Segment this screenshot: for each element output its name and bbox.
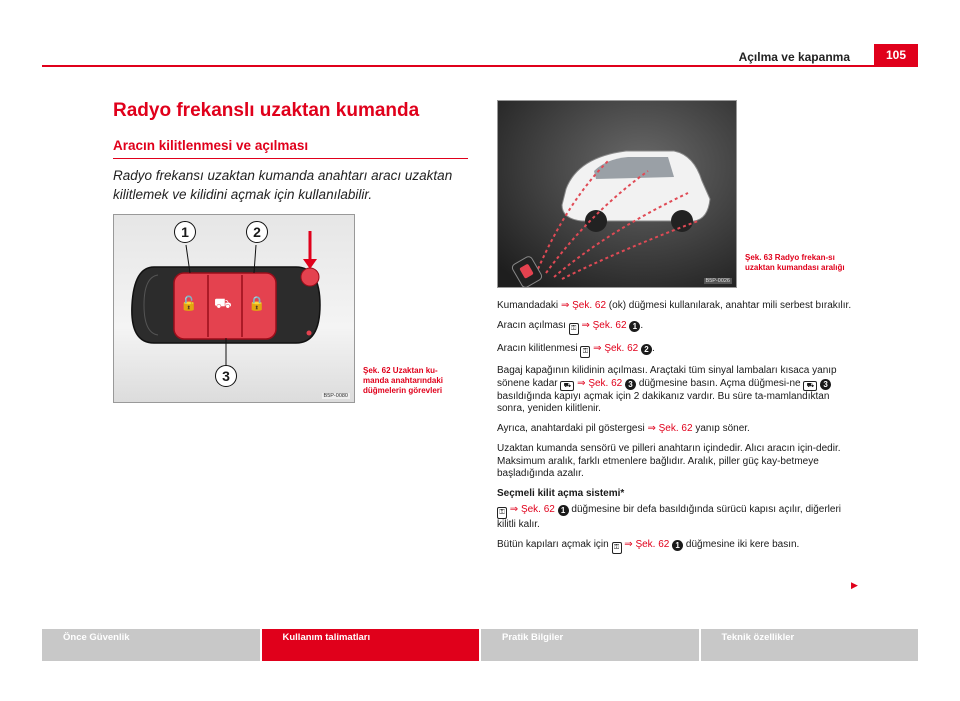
figure-62-key-fob <box>113 214 355 403</box>
callout-ref: 2 <box>641 344 652 355</box>
paragraph-trunk: Bagaj kapağının kilidinin açılması. Araçtaki tüm sinyal lambaları kısaca yanıp sönene kadar ⛟ ⇒ Şek. 62 3 düğmesine basın. Açma düğmesi-ne ⛟ 3 basıldığında kapıyı açmak için 2 dakikanız vardır. Bu süre ta-mamlandıktan sonra, yeniden kilitlenir. <box>497 365 837 414</box>
footer-nav <box>42 629 918 661</box>
header-rule <box>42 65 918 67</box>
callout-3: 3 <box>215 365 237 387</box>
tab-safety[interactable]: Önce Güvenlik <box>42 629 260 661</box>
section-heading: Radyo frekanslı uzaktan kumanda <box>113 100 420 121</box>
body-text <box>497 300 859 561</box>
unlock-icon: 🔓 <box>180 295 198 311</box>
continue-arrow-icon: ▶ <box>851 580 858 590</box>
callout-1: 1 <box>174 221 196 243</box>
figure-ref-link[interactable]: ⇒ Şek. 62 <box>647 423 693 434</box>
figure-ref-link[interactable]: ⇒ Şek. 62 <box>577 377 623 389</box>
figure-ref-link[interactable]: ⇒ Şek. 62 <box>560 300 607 311</box>
paragraph-range: Uzaktan kumanda sensörü ve pilleri anahtarın içindedir. Alıcı aracın için-dedir. Maksimum aralık, farklı etmenlere bağlıdır. Aralık, piller güç kay-betmeye başladığında azalır. <box>497 443 841 479</box>
figure-63-code: B5P-0026 <box>705 278 730 284</box>
lock-key-icon: ⚿ <box>580 346 590 358</box>
paragraph-battery: Ayrıca, anahtardaki pil göstergesi ⇒ Şek. 62 yanıp söner. <box>497 423 750 434</box>
unlock-key-icon: ⚿ <box>497 507 507 519</box>
callout-ref: 1 <box>558 505 569 516</box>
paragraph-key-release: Kumandadaki ⇒ Şek. 62 (ok) düğmesi kullanılarak, anahtar mili serbest bırakılır. <box>497 300 852 311</box>
page-number: 105 <box>874 44 918 67</box>
tab-technical-specs[interactable]: Teknik özellikler <box>701 629 919 661</box>
unlock-key-icon: ⚿ <box>569 323 579 335</box>
figure-62-caption: Şek. 62 Uzaktan ku-manda anahtarındaki düğmelerin görevleri <box>363 366 444 395</box>
tab-operating-instructions[interactable]: Kullanım talimatları <box>262 629 480 661</box>
figure-ref-link[interactable]: ⇒ Şek. 62 <box>624 538 670 550</box>
running-header-title: Açılma ve kapanma <box>738 50 850 64</box>
callout-ref: 3 <box>820 379 831 390</box>
paragraph-unlock: Aracın açılması ⚿ ⇒ Şek. 62 1 . <box>497 320 859 335</box>
subsection-heading: Aracın kilitlenmesi ve açılması <box>113 138 309 153</box>
figure-ref-link[interactable]: ⇒ Şek. 62 <box>581 320 627 331</box>
paragraph-selective-unlock: ⚿ ⇒ Şek. 62 1 düğmesine bir defa basıldığında sürücü kapısı açılır, diğerleri kilitli kalır. <box>497 503 842 530</box>
callout-2: 2 <box>246 221 268 243</box>
figure-ref-link[interactable]: ⇒ Şek. 62 <box>509 503 555 515</box>
figure-63-caption: Şek. 63 Radyo frekan-sı uzaktan kumandası aralığı <box>745 253 845 272</box>
car-range-illustration <box>498 101 737 288</box>
subheading-rule <box>113 158 468 159</box>
lock-icon: 🔒 <box>248 295 266 311</box>
callout-ref: 1 <box>629 321 640 332</box>
trunk-icon: ⛟ <box>214 295 232 311</box>
paragraph-lock: Aracın kilitlenmesi ⚿ ⇒ Şek. 62 2 . <box>497 343 859 358</box>
figure-62-code: B5P-0080 <box>323 393 348 399</box>
tab-practical-info[interactable]: Pratik Bilgiler <box>481 629 699 661</box>
trunk-key-icon: ⛟ <box>803 381 817 391</box>
paragraph-all-doors: Bütün kapıları açmak için ⚿ ⇒ Şek. 62 1 düğmesine iki kere basın. <box>497 539 859 554</box>
figure-ref-link[interactable]: ⇒ Şek. 62 <box>593 342 639 354</box>
selective-unlock-heading: Seçmeli kilit açma sistemi* <box>497 488 625 499</box>
callout-ref: 3 <box>625 379 636 390</box>
callout-ref: 1 <box>672 540 683 551</box>
intro-text: Radyo frekansı uzaktan kumanda anahtarı aracı uzaktan kilitlemek ve kilidini açmak için kullanılabilir. <box>113 168 453 202</box>
unlock-key-icon: ⚿ <box>612 542 622 554</box>
trunk-key-icon: ⛟ <box>560 381 574 391</box>
figure-63-range <box>497 100 737 288</box>
